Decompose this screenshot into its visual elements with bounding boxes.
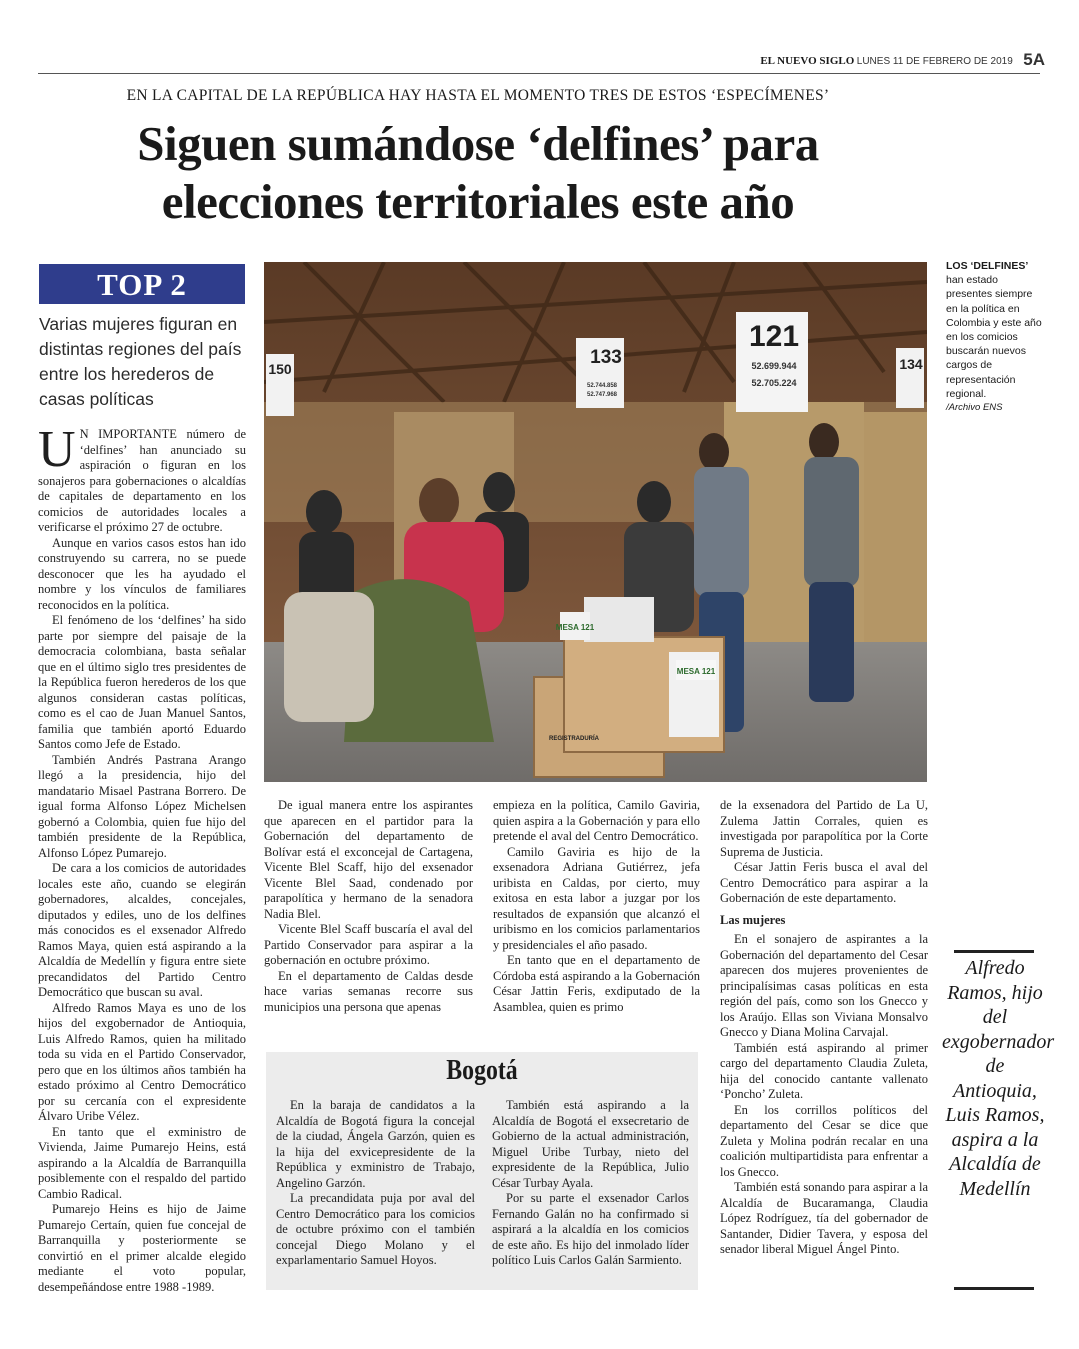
- bogota-column-1: [276, 1098, 475, 1269]
- article-column-b: [493, 798, 700, 1015]
- article-column-a: [264, 798, 473, 1015]
- paragraph: En el departamento de Caldas desde hace varias semanas recorre sus municipios una persona que apenas: [264, 968, 473, 1014]
- pull-quote-rule-top: [954, 950, 1034, 953]
- paragraph: Aunque en varios casos estos han ido construyendo su carrera, no se puede desconocer que les ha ayudado el nombre y los vínculos de familiares reconocidos en la política.: [38, 535, 246, 612]
- paragraph: De cara a los comicios de autoridades locales este año, cuando se elegirán gobernadores, alcaldes, concejales, diputados y ediles, uno de los delfines más conocidos es el exsenador Alfredo Ramos Maya, quien está aspirando a la Alcaldía de Medellín y figura entre siete precandidatos del Partido Centro Democrático que buscan su aval.: [38, 861, 246, 999]
- paragraph: Vicente Blel Scaff buscaría el aval del Partido Conservador para aspirar a la gobernación en octubre próximo.: [264, 922, 473, 967]
- lead-paragraph: [38, 421, 246, 536]
- paragraph: En tanto que en el departamento de Córdoba está aspirando a la Gobernación César Jattin Feris, exdiputado de la Asamblea, quien es primo: [493, 953, 700, 1014]
- booth-sign-121-detail: 52.699.944: [751, 361, 797, 371]
- bogota-title: Bogotá: [446, 1055, 518, 1086]
- caption-lead: LOS ‘DELFINES’: [946, 260, 1029, 272]
- paragraph: También está aspirando a la Alcaldía de Bogotá el exsecretario de Gobierno de la actual administración, Miguel Uribe Turbay, nieto del expresidente de la República, Julio César Turbay Ayala.: [492, 1098, 689, 1190]
- newspaper-name: EL NUEVO SIGLO: [760, 55, 855, 67]
- mesa-box-label: MESA 121: [676, 667, 716, 676]
- header-divider: [38, 73, 1040, 74]
- paragraph: Por su parte el exsenador Carlos Fernando Galán no ha confirmado si aspirará a la alcaldía en los comicios de este año. Es hijo del inmolado líder político Luis Carlos Galán Sarmiento.: [492, 1191, 689, 1267]
- booth-sign-133-detail: 52.744.858: [586, 383, 618, 389]
- paragraph: También está sonando para aspirar a la Alcaldía de Bucaramanga, Claudia López Rodríguez, tía del gobernador de Santander, Didier Tavera, y esposa del senador liberal Miguel Ángel Pinto.: [720, 1180, 928, 1256]
- paragraph: En tanto que el exministro de Vivienda, Jaime Pumarejo Heins, está aspirando a la Alcaldía de Barranquilla posiblemente con el respaldo del partido Cambio Radical.: [38, 1124, 246, 1201]
- booth-sign-121-detail2: 52.705.224: [751, 378, 797, 388]
- paragraph: Alfredo Ramos Maya es uno de los hijos del exgobernador de Antioquia, Luis Alfredo Ramos, quien ha militado toda su vida en el Partido Conservador, pero que en los últimos años también ha estado próximo al Centro Democrático por su cercanía con el expresidente Álvaro Uribe Vélez.: [38, 1000, 246, 1123]
- bogota-column-2: [492, 1098, 689, 1269]
- booth-sign-134: 134: [899, 356, 923, 372]
- article-summary: Varias mujeres figuran en distintas regiones del país entre los herederos de casas políticas: [39, 314, 242, 409]
- paragraph: Camilo Gaviria es hijo de la exsenadora Adriana Gutiérrez, jefa uribista en Caldas, por cierto, muy exitosa en esta labor a juzgar por los resultados de expansión que alcanzó el uribismo en los comicios parlamentarios y presidenciales el año pasado.: [493, 844, 700, 952]
- caption-text: han estado presentes siempre en la política en Colombia y este año en los comicios buscarán nuevos cargos de representación regional.: [946, 274, 1042, 400]
- paragraph: La precandidata puja por aval del Centro Democrático para los comicios de octubre próximo con el también concejal Diego Molano y el exparlamentario Samuel Hoyos.: [276, 1191, 475, 1267]
- article-column-left: [38, 421, 246, 1295]
- lead-text: número de ‘delfines’ han anunciado su aspiración o figuran en los sonajeros para gobernaciones o alcaldías de capitales de departamento en los comicios de autoridades locales a verificarse el próximo 27 de octubre.: [38, 427, 246, 534]
- paragraph: César Jattin Feris busca el aval del Centro Democrático para aspirar a la Gobernación de este departamento.: [720, 860, 928, 905]
- article-photo: [264, 262, 927, 782]
- photo-credit: /Archivo ENS: [946, 402, 1003, 414]
- dropcap: U: [38, 421, 76, 478]
- paragraph: En la baraja de candidatos a la Alcaldía de Bogotá figura la concejal de la ciudad, Ángela Garzón, quien es la hija del exvicepresidente de la República y exministro de Trabajo, Angelino Garzón.: [276, 1098, 475, 1190]
- booth-sign-133-detail2: 52.747.968: [586, 392, 618, 398]
- article-headline: Siguen sumándose ‘delfines’ para elecciones territoriales este año: [137, 116, 819, 229]
- mesa-sign: MESA 121: [555, 623, 595, 632]
- section-subhead: Las mujeres: [720, 912, 786, 927]
- booth-sign-121: 121: [748, 320, 800, 353]
- pull-quote-rule-bottom: [954, 1287, 1034, 1290]
- issue-date: LUNES 11 DE FEBRERO DE 2019: [856, 56, 1013, 67]
- booth-sign-150: 150: [268, 361, 292, 377]
- booth-sign-133: 133: [590, 347, 622, 368]
- paragraph: Pumarejo Heins es hijo de Jaime Pumarejo Certaín, quien fue concejal de Barranquilla y posteriormente se convirtió en el primer alcalde elegido mediante el voto popular, desempeñándose entre 1988 -1989.: [38, 1202, 246, 1294]
- article-kicker: EN LA CAPITAL DE LA REPÚBLICA HAY HASTA EL MOMENTO TRES DE ESTOS ‘ESPECÍMENES’: [126, 87, 830, 104]
- page-folio: [600, 50, 1045, 70]
- paragraph: El fenómeno de los ‘delfines’ ha sido parte por siempre del paisaje de la democracia colombiana, basta señalar que en el último siglo tres presidentes de la República fueron herederos de los que algunos consideran castas políticas, como es el cao de Juan Manuel Santos, familia que también aportó Eduardo Santos como Jefe de Estado.: [38, 613, 246, 751]
- article-column-c: [720, 798, 928, 1258]
- page-number: 5A: [1023, 50, 1045, 69]
- paragraph: empieza en la política, Camilo Gaviria, quien aspira a la Gobernación y para ello pretende el aval del Centro Democrático.: [493, 798, 700, 843]
- paragraph: de la exsenadora del Partido de La U, Zulema Jattin Corrales, quien es investigada por parapolítica por la Corte Suprema de Justicia.: [720, 798, 928, 859]
- photo-caption: [946, 259, 1046, 415]
- registraduria-label: REGISTRADURÍA: [548, 736, 600, 742]
- pull-quote: Alfredo Ramos, hijo del exgobernador de Antioquia, Luis Ramos, aspira a la Alcaldía de Medellín: [942, 957, 1055, 1200]
- paragraph: De igual manera entre los aspirantes que aparecen en el partidor para la Gobernación del departamento de Bolívar está el exconcejal de Cartagena, Vicente Blel Scaff, hijo del exsenador Vicente Blel Saad, condenado por parapolítica y hermano de la senadora Nadia Blel.: [264, 798, 473, 921]
- paragraph: En el sonajero de aspirantes a la Gobernación del departamento del Cesar aparecen dos mujeres provenientes de principalísimas casas políticas en esta región del país, como son los Gnecco y los Araújo. Ellas son Viviana Monsalvo Gnecco y Diana Molina Carvajal.: [720, 932, 928, 1039]
- paragraph: En los corrillos políticos del departamento del Cesar se dice que Zuleta y Molina podrán recalar en una coalición multipartidista para enfrentar a los Gnecco.: [720, 1102, 928, 1179]
- paragraph: También está aspirando al primer cargo del departamento Claudia Zuleta, hija del conocido cantante vallenato ‘Poncho’ Zuleta.: [720, 1040, 928, 1101]
- paragraph: También Andrés Pastrana Arango llegó a la presidencia, hijo del mandatario Misael Pastrana Borrero. De igual forma Alfonso López Michelsen gobernó a Colombia, quien fue hijo del también presidente de la República, Alfonso López Pumarejo.: [38, 752, 246, 860]
- top2-badge: TOP 2: [39, 264, 245, 304]
- lead-caps: N IMPORTANTE: [79, 427, 177, 441]
